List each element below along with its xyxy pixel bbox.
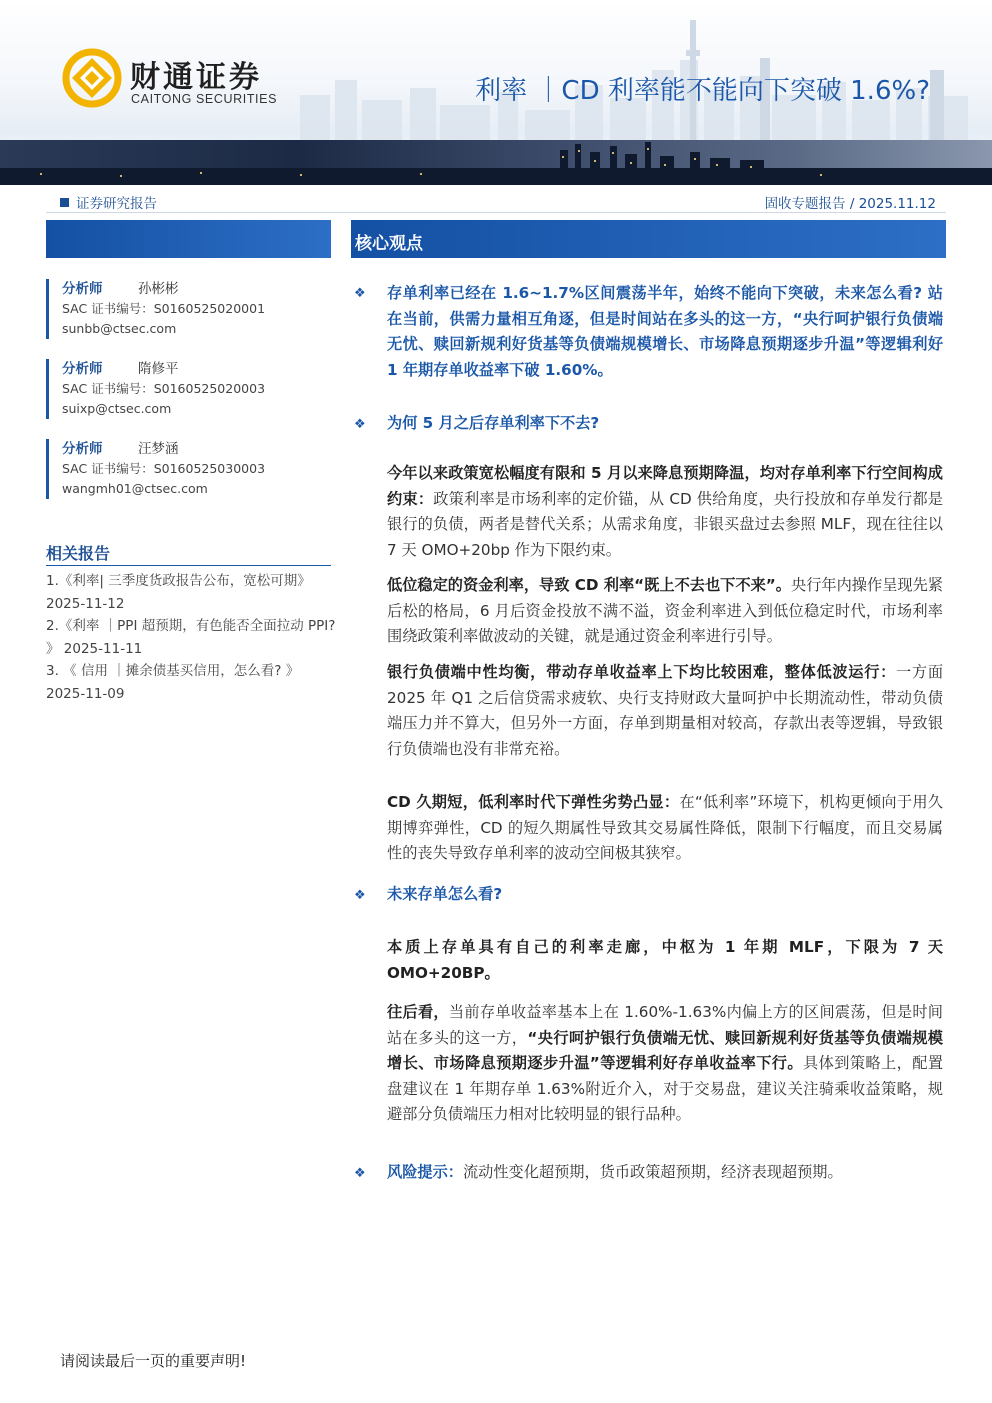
- analyst-card: [46, 279, 331, 339]
- paragraph-6-quote: “央行呵护银行负债端无忧、赎回新规利好货基等负债端规模增长、市场降息预期逐步升温”等逻辑利好存单收益率下行。: [387, 1028, 943, 1072]
- caitong-logo-icon: [62, 48, 122, 108]
- paragraph-1-body: 政策利率是市场利率的定价锚，从 CD 供给角度，央行投放和存单发行都是银行的负债，两者是替代关系；从需求角度，非银买盘过去参照 MLF，现在往往以 7 天 OMO+20bp 作为下限约束。: [387, 489, 943, 559]
- related-reports-divider: [46, 565, 331, 566]
- related-report-link[interactable]: 1.《利率| 三季度货政报告公布，宽松可期》 2025-11-12: [46, 573, 311, 612]
- square-bullet-icon: [60, 198, 69, 207]
- analyst-name: 汪梦涵: [138, 441, 179, 457]
- brand-name-cn: 财通证券: [130, 60, 262, 95]
- summary-paragraph: [387, 281, 943, 383]
- summary-text: 存单利率已经在 1.6~1.7%区间震荡半年，始终不能向下突破，未来怎么看? 站在当前，供需力量相互角逐，但是时间站在多头的这一方，: [387, 284, 943, 328]
- paragraph-1-lead: 今年以来政策宽松幅度有限和 5 月以来降息预期降温，均对存单利率下行空间构成约束：: [387, 464, 943, 508]
- paragraph-3: [387, 660, 943, 762]
- analyst-cert: SAC 证书编号：S0160525030003: [62, 461, 266, 476]
- paragraph-4: [387, 790, 943, 867]
- summary-quote: “央行呵护银行负债端无忧、赎回新规利好货基等负债端规模增长、市场降息预期逐步升温”: [387, 309, 944, 353]
- paragraph-5: [387, 935, 943, 986]
- category-date: 固收专题报告 / 2025.11.12: [764, 196, 936, 212]
- divider: [46, 212, 946, 213]
- section-heading-q1: 为何 5 月之后存单利率下不去?: [387, 414, 600, 432]
- left-column-header-bar: [46, 220, 331, 258]
- related-reports-list: [46, 570, 336, 705]
- report-type: [60, 192, 157, 212]
- diamond-bullet-icon: ❖: [354, 286, 366, 301]
- paragraph-6-body: 当前存单收益率基本上在 1.60%-1.63%内偏上方的区间震荡，但是时间站在多头的这一方，: [387, 1003, 943, 1047]
- diamond-bullet-icon: ❖: [354, 417, 366, 432]
- analyst-cert: SAC 证书编号：S0160525020001: [62, 301, 266, 316]
- analyst-label: 分析师: [62, 441, 103, 457]
- analyst-email[interactable]: suixp@ctsec.com: [62, 401, 172, 416]
- analyst-card: [46, 359, 331, 419]
- related-report-link[interactable]: 2.《利率 ｜PPI 超预期，有色能否全面拉动 PPI? 》 2025-11-11: [46, 618, 336, 657]
- paragraph-6-tail: 具体到策略上，配置盘建议在 1 年期存单 1.63%附近介入，对于交易盘，建议关注骑乘收益策略，规避部分负债端压力相对比较明显的银行品种。: [387, 1054, 944, 1123]
- analyst-cert: SAC 证书编号：S0160525020003: [62, 381, 266, 396]
- analyst-label: 分析师: [62, 361, 103, 377]
- paragraph-6-lead: 往后看，: [387, 1003, 449, 1021]
- paragraph-2: [387, 573, 943, 650]
- paragraph-1: [387, 461, 943, 563]
- section-heading-q2: 未来存单怎么看?: [387, 885, 503, 903]
- report-title: 利率 ｜CD 利率能不能向下突破 1.6%?: [475, 76, 930, 106]
- risk-text: 流动性变化超预期，货币政策超预期，经济表现超预期。: [462, 1163, 843, 1181]
- analyst-label: 分析师: [62, 281, 103, 297]
- paragraph-6: [387, 1000, 943, 1128]
- paragraph-2-body: 央行年内操作呈现先紧后松的格局，6 月后资金投放不满不溢，资金利率进入到低位稳定时代，市场利率围绕政策利率做波动的关键，就是通过资金利率进行引导。: [387, 576, 944, 645]
- related-report-link[interactable]: 3. 《 信用 ｜摊余债基买信用，怎么看? 》 2025-11-09: [46, 663, 300, 702]
- diamond-bullet-icon: ❖: [354, 1166, 366, 1181]
- disclaimer-footer: 请阅读最后一页的重要声明!: [60, 1352, 247, 1370]
- risk-notice: [387, 1160, 943, 1186]
- paragraph-2-lead: 低位稳定的资金利率，导致 CD 利率“既上不去也下不来”。: [387, 576, 791, 594]
- core-views-title: 核心观点: [355, 234, 423, 254]
- risk-label: 风险提示：: [387, 1163, 463, 1181]
- brand-name-en: CAITONG SECURITIES: [131, 92, 278, 106]
- paragraph-5-lead: 本质上存单具有自己的利率走廊，中枢为 1 年期 MLF，下限为 7 天 OMO+20BP。: [387, 938, 943, 982]
- core-views-header-bar: [351, 220, 946, 258]
- analyst-email[interactable]: sunbb@ctsec.com: [62, 321, 177, 336]
- paragraph-3-lead: 银行负债端中性均衡，带动存单收益率上下均比较困难，整体低波运行：: [387, 663, 896, 681]
- analyst-name: 孙彬彬: [138, 281, 179, 297]
- night-city-strip: [0, 140, 992, 185]
- paragraph-4-body: 在“低利率”环境下，机构更倾向于用久期博弈弹性，CD 的短久期属性导致其交易属性降低，限制下行幅度，而且交易属性的丧失导致存单利率的波动空间极其狭窄。: [387, 793, 943, 862]
- diamond-bullet-icon: ❖: [354, 888, 366, 903]
- paragraph-3-body: 一方面 2025 年 Q1 之后信贷需求疲软、央行支持财政大量呵护中长期流动性，带动负债端压力并不算大，但另外一方面，存单到期量相对较高，存款出表等逻辑，导致银行负债端也没有非常充裕。: [387, 663, 943, 758]
- analyst-card: [46, 439, 331, 499]
- analyst-email[interactable]: wangmh01@ctsec.com: [62, 481, 208, 496]
- analyst-name: 隋修平: [138, 361, 179, 377]
- summary-tail: 等逻辑利好 1 年期存单收益率下破 1.60%。: [387, 335, 944, 379]
- related-reports-title: 相关报告: [46, 544, 111, 563]
- report-header: [0, 0, 992, 185]
- paragraph-4-lead: CD 久期短，低利率时代下弹性劣势凸显：: [387, 793, 680, 811]
- report-type-label: 证券研究报告: [76, 196, 157, 212]
